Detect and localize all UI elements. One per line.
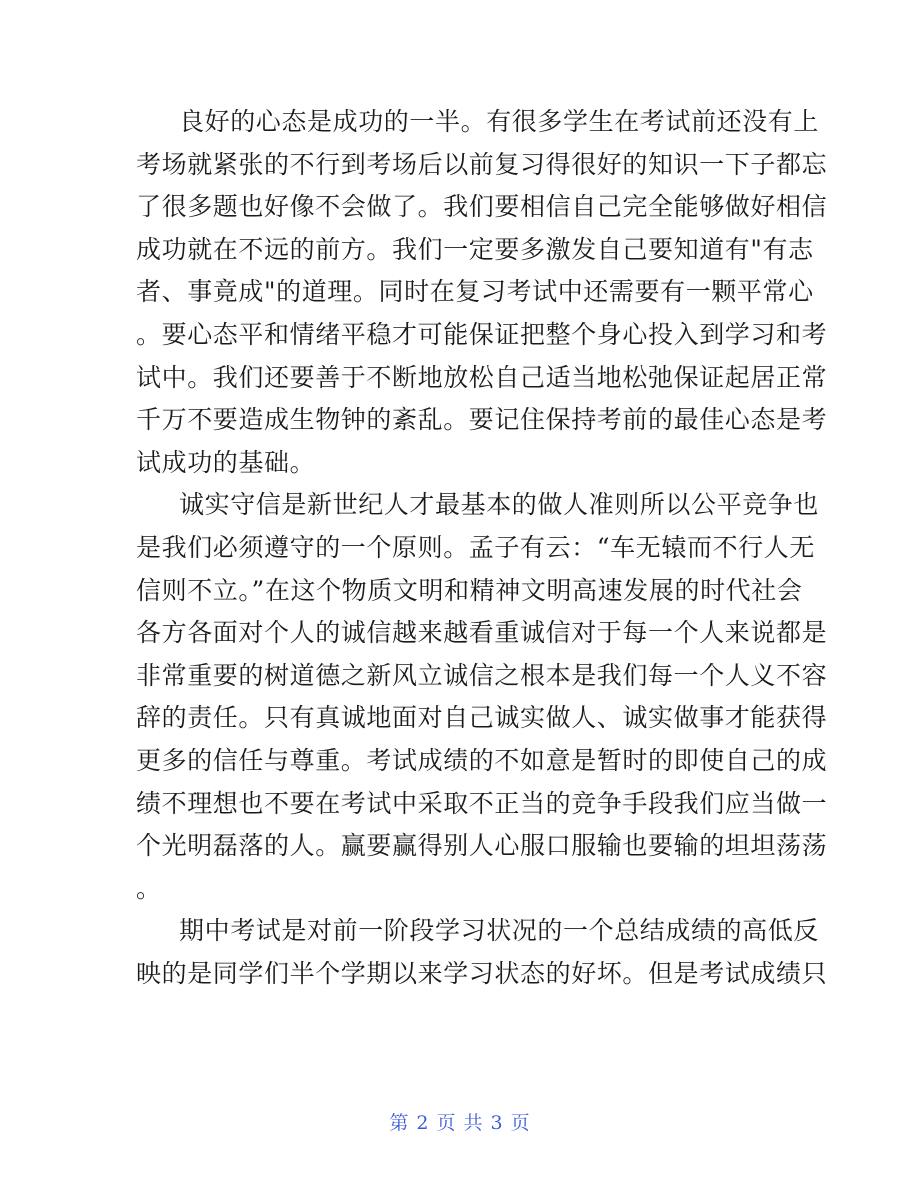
paragraph-line: 考场就紧张的不行到考场后以前复习得很好的知识一下子都忘 <box>136 149 828 179</box>
paragraph-line: 成功就在不远的前方。我们一定要多激发自己要知道有"有志 <box>136 234 814 264</box>
paragraph-line: 非常重要的树道德之新风立诚信之根本是我们每一个人义不容 <box>136 660 828 690</box>
paragraph-line: 信则不立。”在这个物质文明和精神文明高速发展的时代社会 <box>136 575 803 605</box>
paragraph-line: 。要心态平和情绪平稳才可能保证把整个身心投入到学习和考 <box>136 319 828 349</box>
paragraph-line: 者、事竟成"的道理。同时在复习考试中还需要有一颗平常心 <box>136 277 814 307</box>
paragraph-line: 期中考试是对前一阶段学习状况的一个总结成绩的高低反 <box>179 916 820 946</box>
paragraph-line: 绩不理想也不要在考试中采取不正当的竞争手段我们应当做一 <box>136 788 828 818</box>
paragraph-line: 映的是同学们半个学期以来学习状态的好坏。但是考试成绩只 <box>136 958 828 988</box>
paragraph-line: 千万不要造成生物钟的紊乱。要记住保持考前的最佳心态是考 <box>136 405 828 435</box>
page-number-footer: 第 2 页 共 3 页 <box>389 1112 531 1134</box>
paragraph-1 <box>136 101 828 484</box>
paragraph-line: 。 <box>136 873 162 903</box>
paragraph-line: 试成功的基础。 <box>136 447 316 477</box>
paragraph-line: 良好的心态是成功的一半。有很多学生在考试前还没有上 <box>179 107 820 136</box>
paragraph-line: 了很多题也好像不会做了。我们要相信自己完全能够做好相信 <box>136 192 828 222</box>
paragraph-3 <box>136 910 828 995</box>
paragraph-line: 是我们必须遵守的一个原则。孟子有云：“车无辕而不行人无 <box>136 532 815 562</box>
paragraph-line: 个光明磊落的人。赢要赢得别人心服口服输也要输的坦坦荡荡 <box>136 831 828 861</box>
paragraph-line: 试中。我们还要善于不断地放松自己适当地松弛保证起居正常 <box>136 362 828 392</box>
paragraph-line: 更多的信任与尊重。考试成绩的不如意是暂时的即使自己的成 <box>136 745 828 775</box>
paragraph-line: 各方各面对个人的诚信越来越看重诚信对于每一个人来说都是 <box>136 618 828 648</box>
paragraph-line: 诚实守信是新世纪人才最基本的做人准则所以公平竞争也 <box>179 490 820 520</box>
paragraph-2 <box>136 484 828 910</box>
body-text <box>136 101 828 995</box>
paragraph-line: 辞的责任。只有真诚地面对自己诚实做人、诚实做事才能获得 <box>136 703 828 733</box>
